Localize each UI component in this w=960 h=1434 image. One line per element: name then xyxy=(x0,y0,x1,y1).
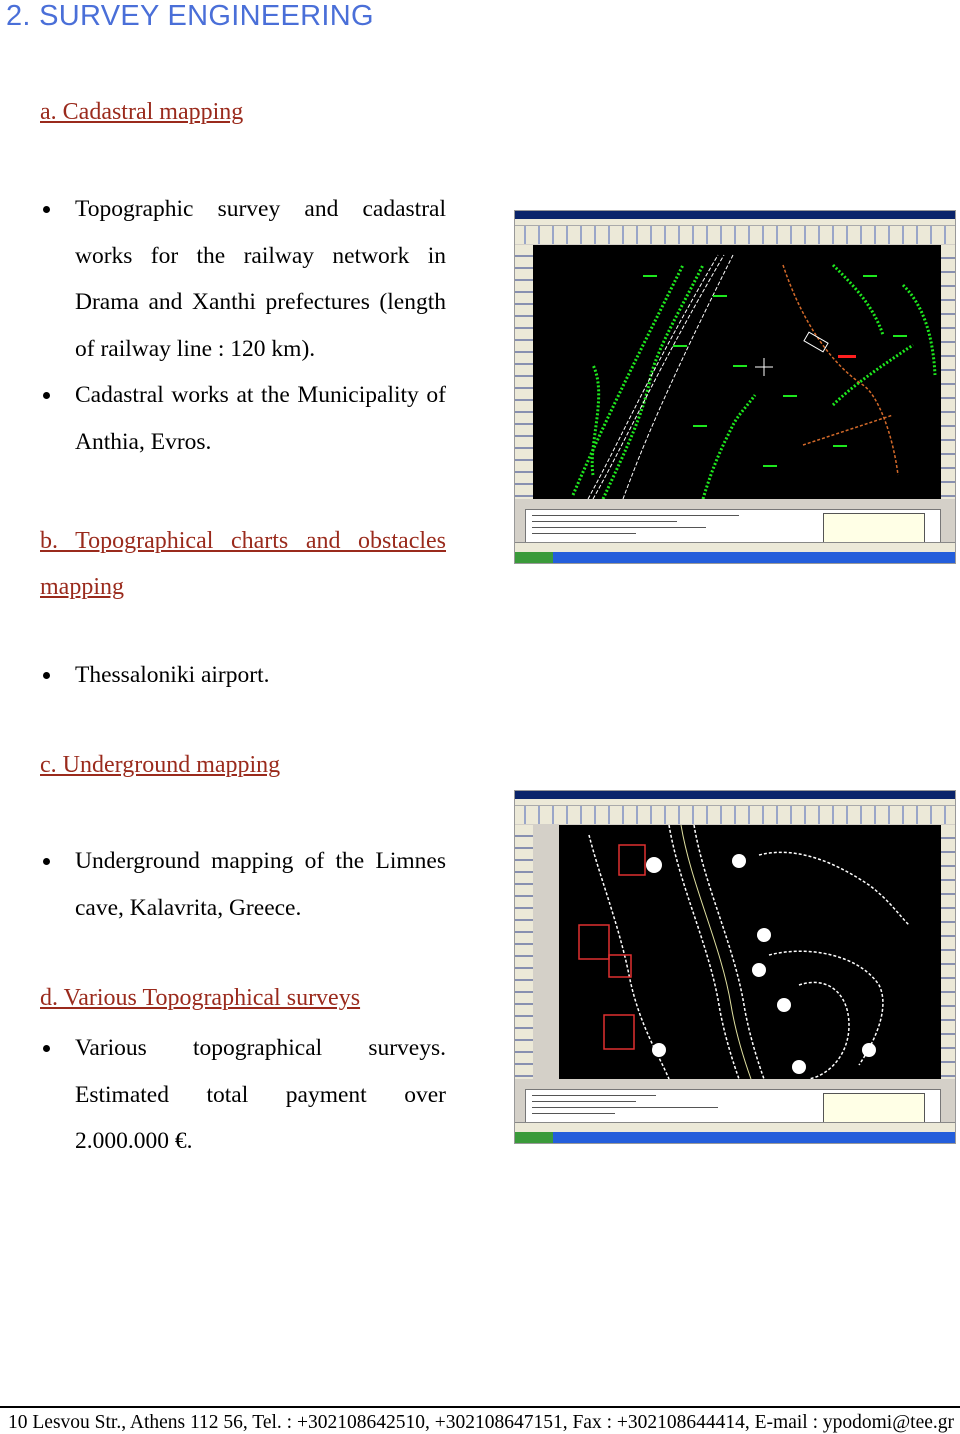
menu-bar xyxy=(515,799,955,806)
section-a-list xyxy=(40,186,446,465)
right-toolbar xyxy=(941,825,955,1079)
list-item: Underground mapping of the Limnes cave, Kalavrita, Greece. xyxy=(40,838,446,931)
cadastral-cad-screenshot xyxy=(514,210,956,564)
page-footer: 10 Lesvou Str., Athens 112 56, Tel. : +302108642510, +302108647151, Fax : +302108644414, E-mail : ypodomi@tee.gr xyxy=(0,1406,960,1434)
status-bar xyxy=(515,1122,955,1132)
list-item: Topographic survey and cadastral works for the railway network in Drama and Xanthi prefectures (length of railway line : 120 km). xyxy=(40,186,446,372)
communication-center-popup xyxy=(823,1093,925,1123)
start-button xyxy=(515,552,553,563)
page-heading: 2. SURVEY ENGINEERING xyxy=(6,0,374,32)
section-d-list xyxy=(40,1025,446,1165)
left-toolbar xyxy=(515,245,533,499)
section-c-list xyxy=(40,838,446,931)
communication-center-popup xyxy=(823,513,925,543)
list-item: Various topographical surveys. Estimated total payment over 2.000.000 €. xyxy=(40,1025,446,1165)
window-titlebar xyxy=(515,211,955,219)
section-d-title: d. Various Topographical surveys xyxy=(40,985,361,1011)
drawing-canvas xyxy=(559,825,941,1079)
taskbar xyxy=(515,1132,955,1143)
right-toolbar xyxy=(941,245,955,499)
section-b-list xyxy=(40,652,446,699)
section-a-title: a. Cadastral mapping xyxy=(40,99,244,125)
section-c-title: c. Underground mapping xyxy=(40,752,281,778)
start-button xyxy=(515,1132,553,1143)
underground-cad-screenshot xyxy=(514,790,956,1144)
menu-bar xyxy=(515,219,955,226)
window-titlebar xyxy=(515,791,955,799)
status-bar xyxy=(515,542,955,552)
left-toolbar xyxy=(515,825,533,1079)
drawing-linework xyxy=(533,245,941,499)
list-item: Cadastral works at the Municipality of Anthia, Evros. xyxy=(40,372,446,465)
section-b-title: b. Topographical charts and obstacles mapping xyxy=(40,528,446,600)
list-item: Thessaloniki airport. xyxy=(40,652,446,699)
toolbar xyxy=(515,806,955,824)
toolbar xyxy=(515,226,955,244)
drawing-canvas xyxy=(533,245,941,499)
taskbar xyxy=(515,552,955,563)
drawing-linework xyxy=(559,825,941,1079)
